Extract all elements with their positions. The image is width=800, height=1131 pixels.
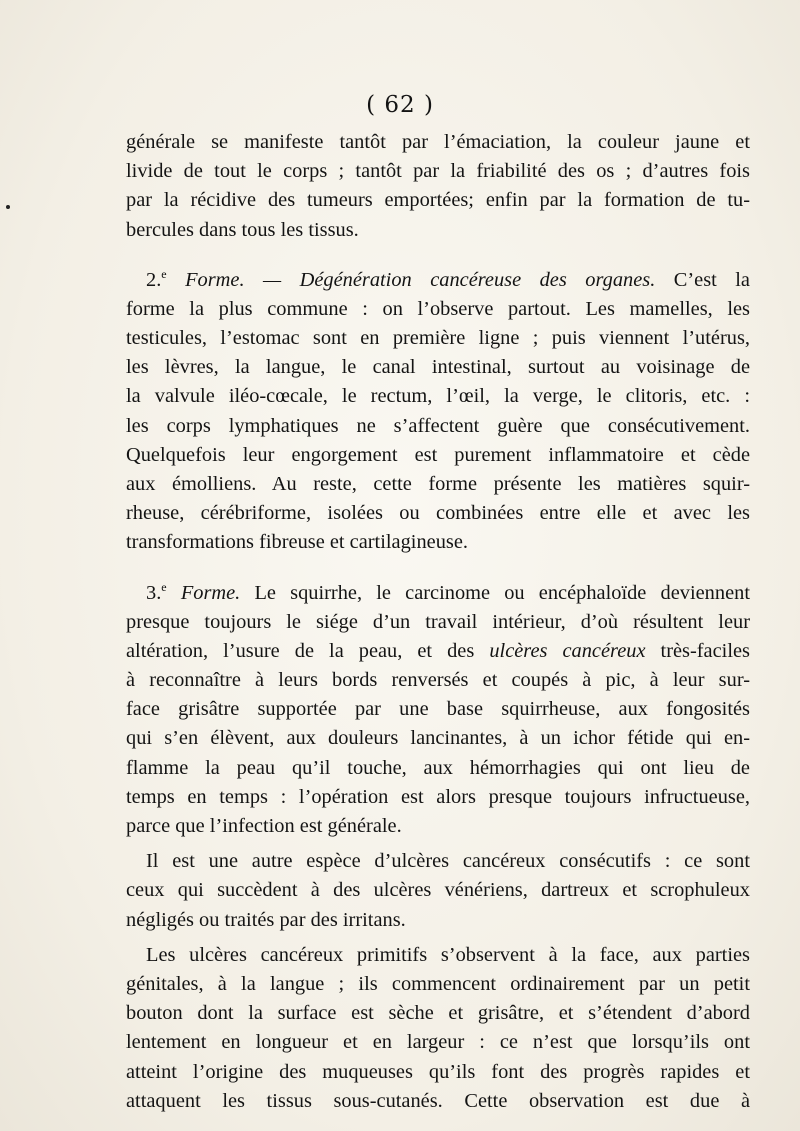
heading-title: — Dégénération cancéreuse des organes. [263,268,656,291]
line-text: très-faciles [660,639,750,662]
text-line: bouton dont la surface est sèche et grisâtre, et s’étendent d’abord [126,1002,750,1025]
text-line: attaquent les tissus sous-cutanés. Cette observation est due à [126,1089,750,1112]
text-line: Les ulcères cancéreux primitifs s’observent à la face, aux parties [146,943,750,966]
heading-number: 2. [146,268,162,291]
paragraph-forme-2 [126,260,750,558]
heading-superscript: e [161,579,167,594]
paragraph-ulceres-primitifs [126,941,750,1116]
heading-rest: Le squirrhe, le carcinome ou encéphaloïde deviennent [254,581,750,604]
ink-spot [6,205,10,209]
text-line: face grisâtre supportée par une base squirrheuse, aux fongosités [126,698,750,721]
text-line: transformations fibreuse et cartilagineuse. [126,531,468,554]
page-number: ( 62 ) [366,92,434,118]
heading-number: 3. [146,581,162,604]
heading-forme: Forme. [185,268,245,291]
text-line: négligés ou traités par des irritans. [126,908,406,931]
heading-forme: Forme. [180,581,241,604]
heading-superscript: e [161,266,167,281]
text-line: aux émolliens. Au reste, cette forme présente les matières squir- [126,473,750,496]
section-heading-line [126,573,750,608]
text-line: flamme la peau qu’il touche, aux hémorrhagies qui ont lieu de [126,756,750,779]
text-line: livide de tout le corps ; tantôt par la friabilité des os ; d’autres fois [126,160,750,183]
paragraph-forme-3 [126,573,750,842]
text-line: les lèvres, la langue, le canal intestinal, surtout au voisinage de [126,356,750,379]
section-heading-line [126,260,750,295]
text-line: forme la plus commune : on l’observe partout. Les mamelles, les [126,297,750,320]
text-line: ceux qui succèdent à des ulcères vénériens, dartreux et scrophuleux [126,879,750,902]
paragraph-continuation [126,128,750,245]
text-line: génitales, à la langue ; ils commencent ordinairement par un petit [126,973,750,996]
text-line: par la récidive des tumeurs emportées; enfin par la formation de tu- [126,189,750,212]
text-line: les corps lymphatiques ne s’affectent guère que consécutivement. [126,414,750,437]
text-line: lentement en longueur et en largeur : ce n’est que lorsqu’ils ont [126,1031,750,1054]
paragraph-ulceres-consecutifs [126,847,750,935]
text-line: générale se manifeste tantôt par l’émaciation, la couleur jaune et [126,131,750,153]
text-line-with-italic [126,637,750,666]
text-line: parce que l’infection est générale. [126,815,402,838]
text-line: testicules, l’estomac sont en première ligne ; puis viennent l’utérus, [126,327,750,350]
heading-rest: C’est la [673,268,750,291]
body-text [126,128,750,1116]
text-line: temps en temps : l’opération est alors presque toujours infructueuse, [126,785,750,808]
text-line: à reconnaître à leurs bords renversés et coupés à pic, à leur sur- [126,669,750,692]
text-line: la valvule iléo-cœcale, le rectum, l’œil, la verge, le clitoris, etc. : [126,385,750,408]
text-line: qui s’en élèvent, aux douleurs lancinantes, à un ichor fétide qui en- [126,727,750,750]
text-line: Il est une autre espèce d’ulcères cancéreux consécutifs : ce sont [146,850,750,873]
text-line: presque toujours le siége d’un travail intérieur, d’où résultent leur [126,610,750,633]
line-text: altération, l’usure de la peau, et des [126,639,475,662]
text-line: bercules dans tous les tissus. [126,218,359,241]
italic-term: ulcères cancéreux [489,639,646,662]
text-line: Quelquefois leur engorgement est purement inflammatoire et cède [126,443,750,466]
text-line: atteint l’origine des muqueuses qu’ils font des progrès rapides et [126,1060,750,1083]
text-line: rheuse, cérébriforme, isolées ou combinées entre elle et avec les [126,502,750,525]
